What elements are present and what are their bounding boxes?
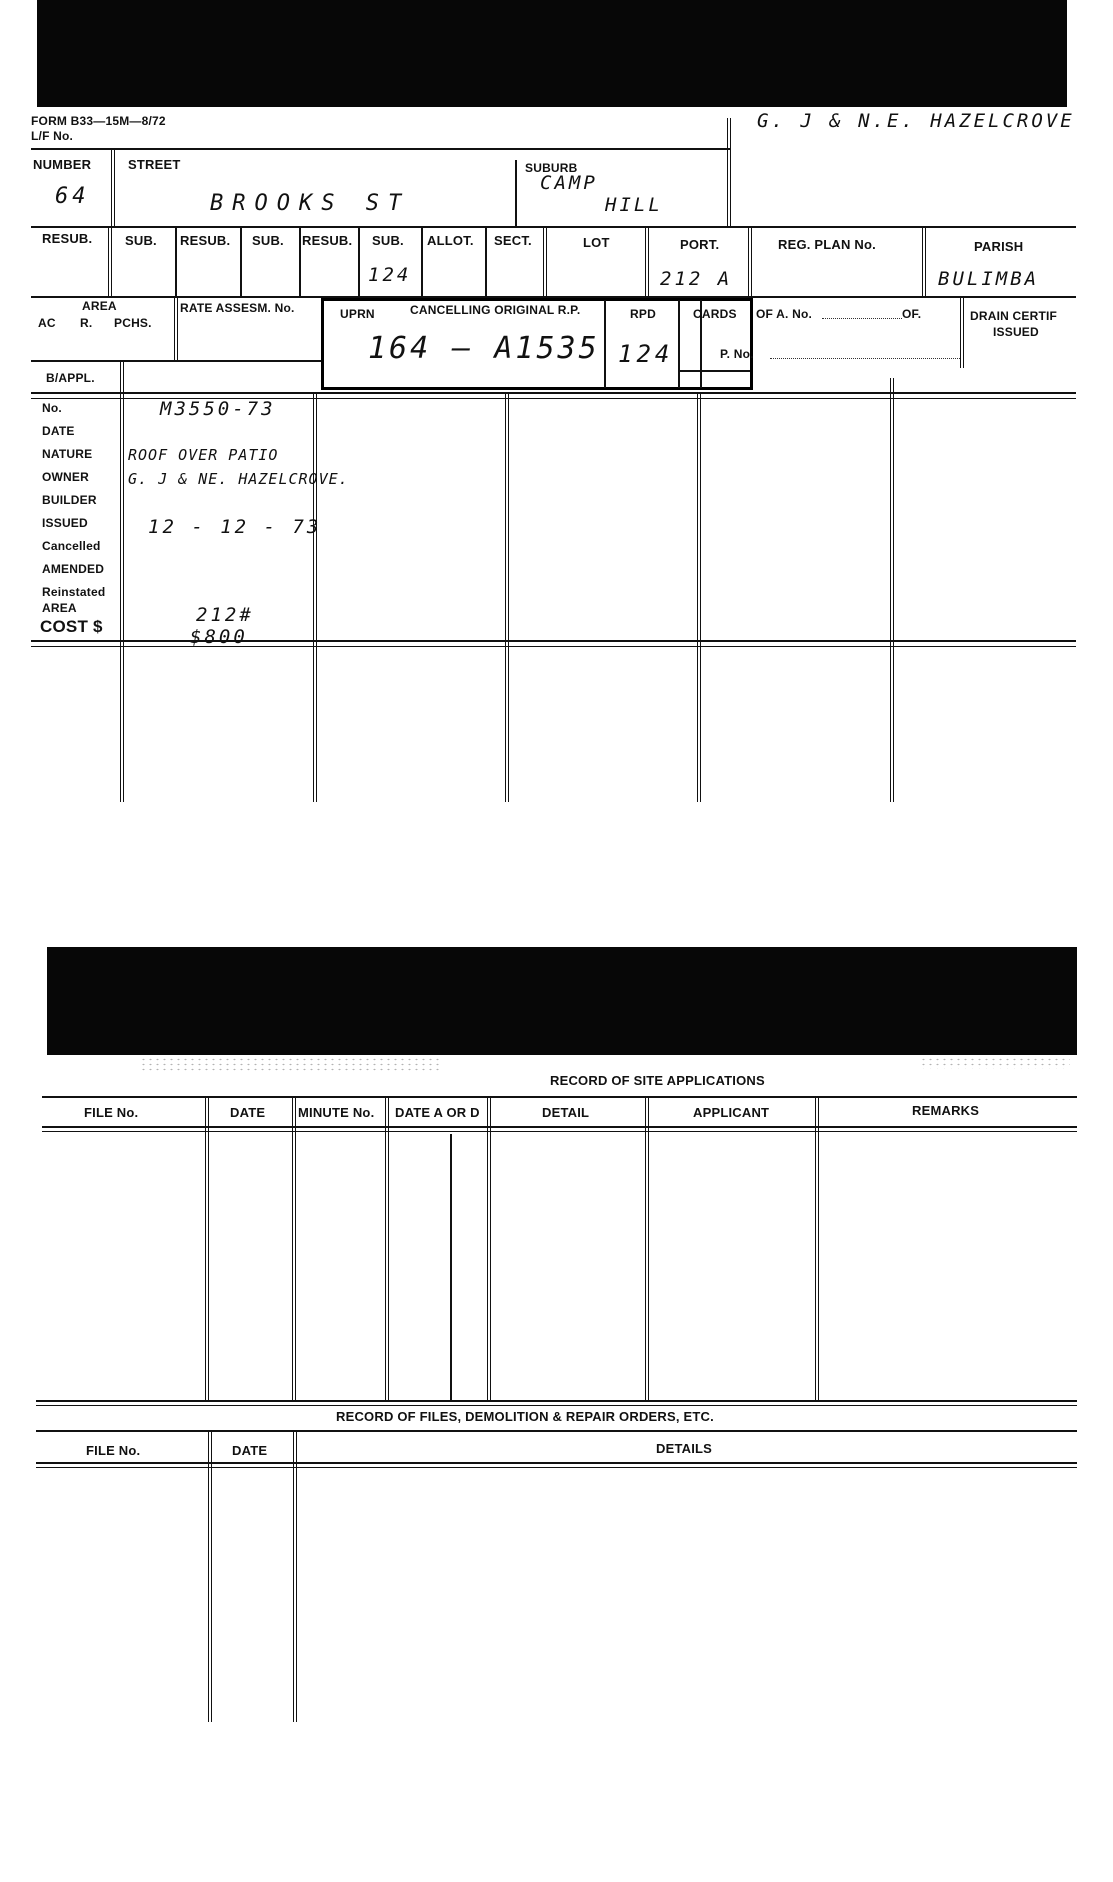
site-col-file-no: FILE No. — [84, 1105, 139, 1120]
resub-label-2: RESUB. — [180, 233, 231, 248]
resub-label-3: RESUB. — [302, 233, 353, 248]
appl-nature-value: ROOF OVER PATIO — [128, 446, 279, 464]
row-cost-label: COST $ — [40, 617, 103, 636]
number-label: NUMBER — [33, 157, 92, 172]
drain-issued-label: ISSUED — [993, 325, 1039, 339]
uprn-label: UPRN — [340, 307, 375, 321]
reg-plan-label: REG. PLAN No. — [778, 237, 876, 252]
sub-label-3: SUB. — [372, 233, 404, 248]
site-col-applicant: APPLICANT — [693, 1105, 770, 1120]
row-cancelled-label: Cancelled — [42, 539, 101, 553]
appl-issued-value: 12 - 12 - 73 — [148, 516, 322, 538]
rpd-label: RPD — [630, 307, 656, 321]
files-col-details: DETAILS — [656, 1441, 713, 1456]
street-value: BROOKS ST — [210, 191, 411, 216]
of-label: OF. — [902, 307, 922, 321]
pchs-label: PCHS. — [114, 316, 152, 330]
sub-value: 124 — [368, 264, 412, 286]
lf-no-label: L/F No. — [31, 129, 74, 143]
allot-label: ALLOT. — [427, 233, 474, 248]
appl-owner-value: G. J & NE. HAZELCROVE. — [128, 470, 349, 488]
site-col-detail: DETAIL — [542, 1105, 590, 1120]
ac-label: AC — [38, 316, 56, 330]
appl-area-value: 212# — [196, 604, 254, 626]
drain-certif-label: DRAIN CERTIF — [970, 309, 1058, 323]
resub-label-1: RESUB. — [42, 231, 93, 246]
suburb-label: SUBURB — [525, 161, 578, 175]
p-no-label: P. No. — [720, 347, 754, 361]
number-value: 64 — [55, 184, 90, 209]
port-value: 212 A — [660, 268, 733, 290]
suburb-value-line2: HILL — [605, 194, 663, 216]
parish-value: BULIMBA — [938, 268, 1040, 290]
row-reinstated-label: Reinstated — [42, 585, 106, 599]
cancelling-label: CANCELLING ORIGINAL R.P. — [410, 303, 581, 317]
row-issued-label: ISSUED — [42, 516, 88, 530]
sub-label-1: SUB. — [125, 233, 157, 248]
cancelling-value: 164 — A1535 — [368, 331, 600, 366]
row-amended-label: AMENDED — [42, 562, 105, 576]
row-builder-label: BUILDER — [42, 493, 97, 507]
parish-label: PARISH — [974, 239, 1024, 254]
files-orders-title: RECORD OF FILES, DEMOLITION & REPAIR ORDERS, ETC. — [336, 1409, 714, 1424]
row-area-label: AREA — [42, 601, 77, 615]
area-label: AREA — [82, 299, 117, 313]
redaction-bar-bottom — [47, 947, 1077, 1055]
site-col-remarks: REMARKS — [912, 1103, 980, 1118]
owner-header-handwritten: G. J & N.E. HAZELCROVE — [757, 110, 1075, 132]
scan-noise — [140, 1057, 440, 1071]
sect-label: SECT. — [494, 233, 532, 248]
form-code: FORM B33—15M—8/72 — [31, 114, 166, 128]
files-col-file-no: FILE No. — [86, 1443, 141, 1458]
appl-no-value: M3550-73 — [160, 398, 276, 420]
b-appl-label: B/APPL. — [46, 371, 95, 385]
files-col-date: DATE — [232, 1443, 268, 1458]
row-date-label: DATE — [42, 424, 75, 438]
cards-label: CARDS — [693, 307, 737, 321]
of-a-no-label: OF A. No. — [756, 307, 813, 321]
scan-noise-right — [920, 1057, 1070, 1069]
row-nature-label: NATURE — [42, 447, 93, 461]
suburb-value-line1: CAMP — [540, 172, 598, 194]
site-applications-title: RECORD OF SITE APPLICATIONS — [550, 1073, 765, 1088]
site-col-minute-no: MINUTE No. — [298, 1105, 375, 1120]
appl-cost-value: $800 — [190, 626, 248, 648]
rpd-value: 124 — [618, 340, 674, 368]
lot-label: LOT — [583, 235, 610, 250]
site-col-date-a-or-d: DATE A OR D — [395, 1105, 480, 1120]
port-label: PORT. — [680, 237, 720, 252]
sub-label-2: SUB. — [252, 233, 284, 248]
r-label: R. — [80, 316, 93, 330]
row-owner-label: OWNER — [42, 470, 89, 484]
street-label: STREET — [128, 157, 181, 172]
rate-assesm-label: RATE ASSESM. No. — [180, 301, 295, 315]
row-no-label: No. — [42, 401, 62, 415]
redaction-bar-top — [37, 0, 1067, 107]
site-col-date: DATE — [230, 1105, 266, 1120]
